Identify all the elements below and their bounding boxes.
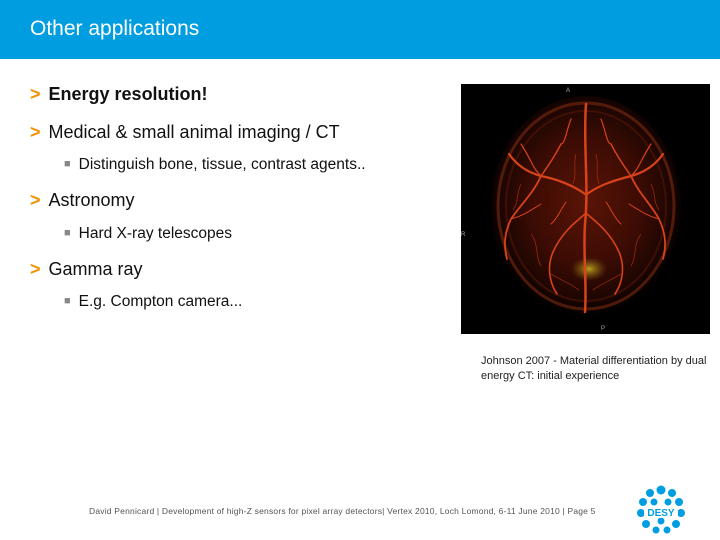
bullet-arrow-icon: > — [30, 84, 41, 104]
bullet-text: Energy resolution! — [48, 84, 208, 104]
svg-text:P: P — [601, 326, 606, 332]
subbullet-distinguish — [64, 156, 366, 174]
bullet-arrow-icon: > — [30, 122, 41, 142]
bullet-text: Gamma ray — [48, 259, 143, 279]
bullet-energy-resolution — [30, 84, 208, 105]
square-bullet-icon: ■ — [64, 227, 71, 239]
footer-text: David Pennicard | Development of high-Z sensors for pixel array detectors| Vertex 2010, Loch Lomond, 6-11 June 2010 | Page 5 — [89, 506, 596, 516]
square-bullet-icon: ■ — [64, 295, 71, 307]
brain-vessels-graphic — [461, 84, 710, 334]
subbullet-text: E.g. Compton camera... — [78, 293, 243, 310]
image-caption: Johnson 2007 - Material differentiation by dual energy CT: initial experience — [481, 355, 707, 382]
svg-text:A: A — [566, 88, 571, 94]
subbullet-xray — [64, 225, 232, 243]
bullet-arrow-icon: > — [30, 259, 41, 279]
bullet-text: Medical & small animal imaging / CT — [48, 122, 340, 142]
subbullet-text: Hard X-ray telescopes — [78, 225, 232, 242]
bullet-text: Astronomy — [48, 190, 135, 210]
svg-text:R: R — [461, 232, 466, 238]
bullet-astronomy — [30, 190, 135, 211]
bullet-medical-imaging — [30, 122, 340, 143]
slide-title: Other applications — [30, 17, 200, 40]
subbullet-text: Distinguish bone, tissue, contrast agents.. — [78, 156, 366, 173]
logo-text: DESY — [647, 508, 675, 519]
header-bar — [0, 0, 720, 59]
square-bullet-icon: ■ — [64, 158, 71, 170]
bullet-arrow-icon: > — [30, 190, 41, 210]
desy-logo — [636, 484, 686, 534]
subbullet-compton — [64, 293, 242, 311]
ct-angiography-image — [461, 84, 710, 334]
bullet-gamma-ray — [30, 259, 143, 280]
desy-logo-icon — [636, 484, 686, 534]
